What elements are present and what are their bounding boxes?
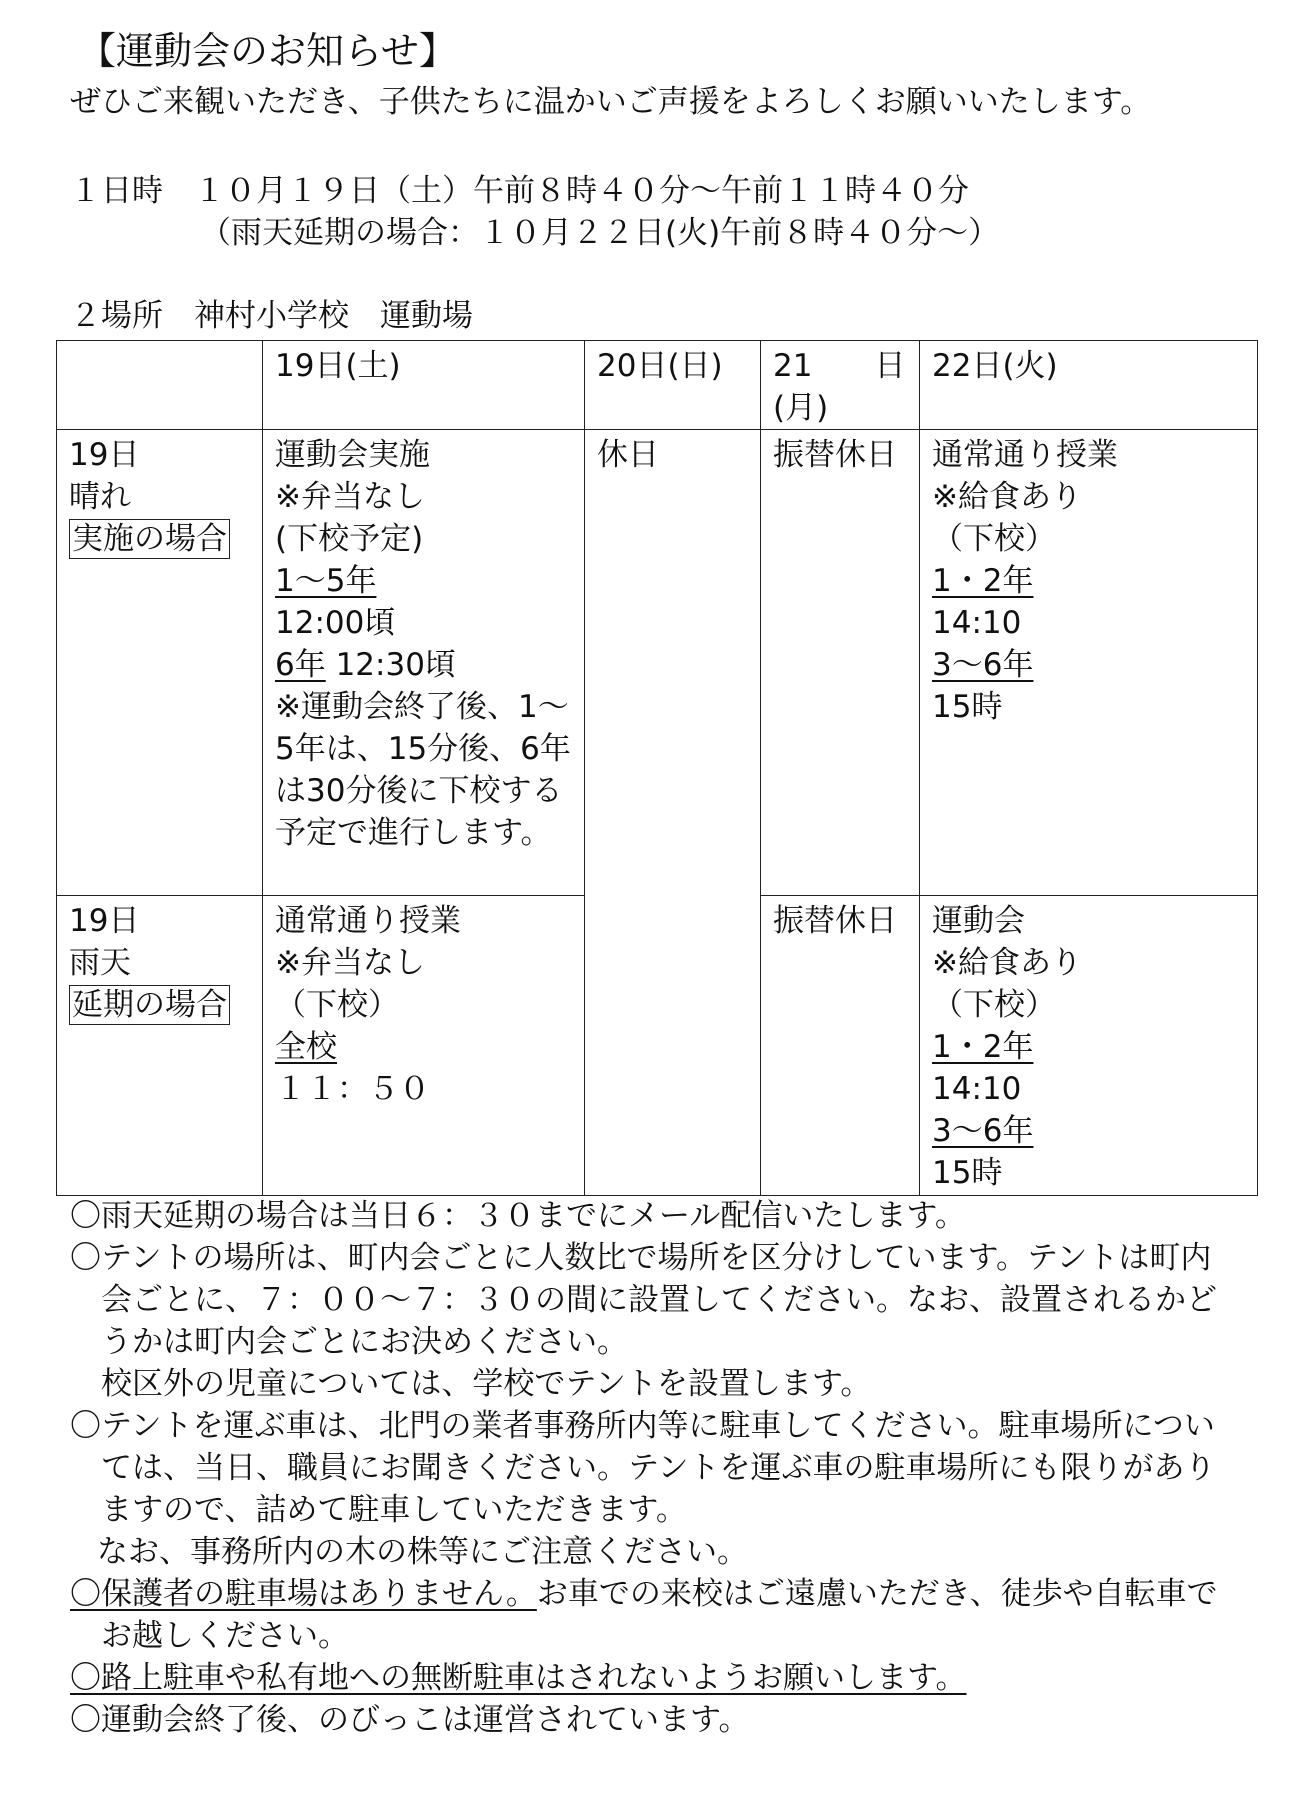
note-line-10 [70, 1574, 1218, 1614]
cell-line-2 [932, 984, 1245, 1026]
cell-line-2 [275, 518, 572, 560]
note-line-8: ますので、詰めて駐車していただきます。 [101, 1492, 687, 1528]
date-line: １日時 １０月１９日（土）午前８時４０分～午前１１時４０分 [70, 173, 969, 209]
rainy-22-cell [920, 896, 1258, 1196]
cell-line-text: 1～5年 [275, 563, 377, 599]
cell-line-1 [275, 942, 572, 984]
cell-line-text: 通常通り授業 [275, 903, 461, 939]
header-cell-21: 21 日(月) [761, 341, 920, 430]
cell-line-3 [932, 560, 1245, 602]
header-cell-20: 20日(日) [585, 341, 761, 430]
header-cell-19: 19日(土) [263, 341, 585, 430]
cell-line-text: 1・2年 [932, 1029, 1034, 1065]
cell-line-text: 全校 [275, 1029, 337, 1065]
cell-line-text: １１：５０ [275, 1071, 430, 1107]
cell-line-2 [932, 518, 1245, 560]
sunny-22-lines [932, 434, 1245, 728]
sunny-19-grade6-line [275, 644, 572, 686]
note-line-3: 会ごとに、７：００～７：３０の間に設置してください。なお、設置されるかど [101, 1282, 1217, 1318]
cell-line-text: 12:00頃 [275, 605, 396, 641]
note-line-12: 〇路上駐車や私有地への無断駐車はされないようお願いします。 [70, 1660, 967, 1696]
cell-line-text: 運動会 [932, 903, 1025, 939]
sunny-19-grade6: 6年 [275, 647, 326, 683]
place-line: ２場所 神村小学校 運動場 [70, 298, 473, 334]
cell-line-text: ※弁当なし [275, 479, 425, 515]
rainy-label-cell [57, 896, 263, 1196]
cell-line-3 [932, 1026, 1245, 1068]
schedule-table [56, 340, 1258, 1196]
cell-line-text: 3～6年 [932, 1113, 1034, 1149]
header-cell-22: 22日(火) [920, 341, 1258, 430]
sunny-label-boxed: 実施の場合 [69, 519, 230, 559]
cell-line-text: 15時 [932, 1155, 1003, 1191]
note-line-1: 〇雨天延期の場合は当日６：３０までにメール配信いたします。 [70, 1198, 966, 1234]
rainy-label-boxed: 延期の場合 [69, 985, 230, 1025]
rainy-label-date: 19日 [69, 903, 140, 939]
header-cell-empty [57, 341, 263, 430]
cell-line-text: 通常通り授業 [932, 437, 1118, 473]
cell-line-4 [275, 602, 572, 644]
rainy-19-cell [263, 896, 585, 1196]
cell-line-text: 1・2年 [932, 563, 1034, 599]
cell-line-6 [932, 1152, 1245, 1194]
cell-line-text: 運動会実施 [275, 437, 430, 473]
cell-line-text: （下校） [932, 521, 1056, 557]
cell-line-0 [275, 434, 572, 476]
sunny-label-weather: 晴れ [69, 479, 131, 515]
cell-line-4 [932, 1068, 1245, 1110]
cell-line-1 [932, 942, 1245, 984]
note-line-6: 〇テントを運ぶ車は、北門の業者事務所内等に駐車してください。駐車場所につい [70, 1408, 1215, 1444]
cell-line-text: 3～6年 [932, 647, 1034, 683]
note-line-10-rest: お車での来校はご遠慮いただき、徒歩や自転車で [536, 1576, 1218, 1612]
sunny-19-grade6-time: 12:30頃 [325, 647, 456, 683]
cell-line-3 [275, 1026, 572, 1068]
cell-line-0 [932, 900, 1245, 942]
cell-line-text: 15時 [932, 689, 1003, 725]
cell-line-text: （下校） [932, 987, 1056, 1023]
table-row-sunny [57, 430, 1258, 896]
cell-line-3 [275, 560, 572, 602]
note-line-4: うかは町内会ごとにお決めください。 [101, 1324, 628, 1360]
cell-line-6 [932, 686, 1245, 728]
cell-line-2 [275, 984, 572, 1026]
note-line-9: なお、事務所内の木の株等にご注意ください。 [97, 1534, 748, 1570]
rainy-21-cell: 振替休日 [761, 896, 920, 1196]
cell-line-text: ※給食あり [932, 479, 1082, 515]
rainy-label-weather: 雨天 [69, 945, 131, 981]
cell-line-text: (下校予定) [275, 521, 424, 557]
sunny-19-lines [275, 434, 572, 644]
rainy-22-lines [932, 900, 1245, 1194]
cell-line-text: ※給食あり [932, 945, 1082, 981]
sunny-21-cell: 振替休日 [761, 430, 920, 896]
no-parking-notice: 〇保護者の駐車場はありません。 [70, 1576, 537, 1612]
cell-line-0 [932, 434, 1245, 476]
cell-line-5 [932, 1110, 1245, 1152]
note-line-2: 〇テントの場所は、町内会ごとに人数比で場所を区分けしています。テントは町内 [70, 1240, 1212, 1276]
cell-line-1 [932, 476, 1245, 518]
cell-line-4 [932, 602, 1245, 644]
cell-line-5 [932, 644, 1245, 686]
cell-line-text: 14:10 [932, 605, 1022, 641]
rain-date-line: （雨天延期の場合：１０月２２日(火)午前８時４０分～） [200, 215, 1000, 251]
note-line-7: ては、当日、職員にお聞きください。テントを運ぶ車の駐車場所にも限りがあり [101, 1450, 1216, 1486]
note-line-13: 〇運動会終了後、のびっこは運営されています。 [70, 1702, 750, 1738]
sunday-cell: 休日 [585, 430, 761, 1196]
table-header-row [57, 341, 1258, 430]
greeting-text: ぜひご来観いただき、子供たちに温かいご声援をよろしくお願いいたします。 [70, 84, 1152, 120]
notice-title: 【運動会のお知らせ】 [78, 29, 457, 73]
sunny-label-date: 19日 [69, 437, 140, 473]
sunny-22-cell [920, 430, 1258, 896]
note-line-5: 校区外の児童については、学校でテントを設置します。 [101, 1366, 872, 1402]
cell-line-text: 14:10 [932, 1071, 1022, 1107]
cell-line-1 [275, 476, 572, 518]
rainy-19-lines [275, 900, 572, 1110]
cell-line-text: ※弁当なし [275, 945, 425, 981]
note-line-11: お越しください。 [101, 1618, 349, 1654]
cell-line-0 [275, 900, 572, 942]
sunny-19-note: ※運動会終了後、1～5年は、15分後、6年は30分後に下校する予定で進行します。 [275, 689, 571, 851]
cell-line-text: （下校） [275, 987, 399, 1023]
sunny-19-cell [263, 430, 585, 896]
cell-line-4 [275, 1068, 572, 1110]
sunny-label-cell [57, 430, 263, 896]
